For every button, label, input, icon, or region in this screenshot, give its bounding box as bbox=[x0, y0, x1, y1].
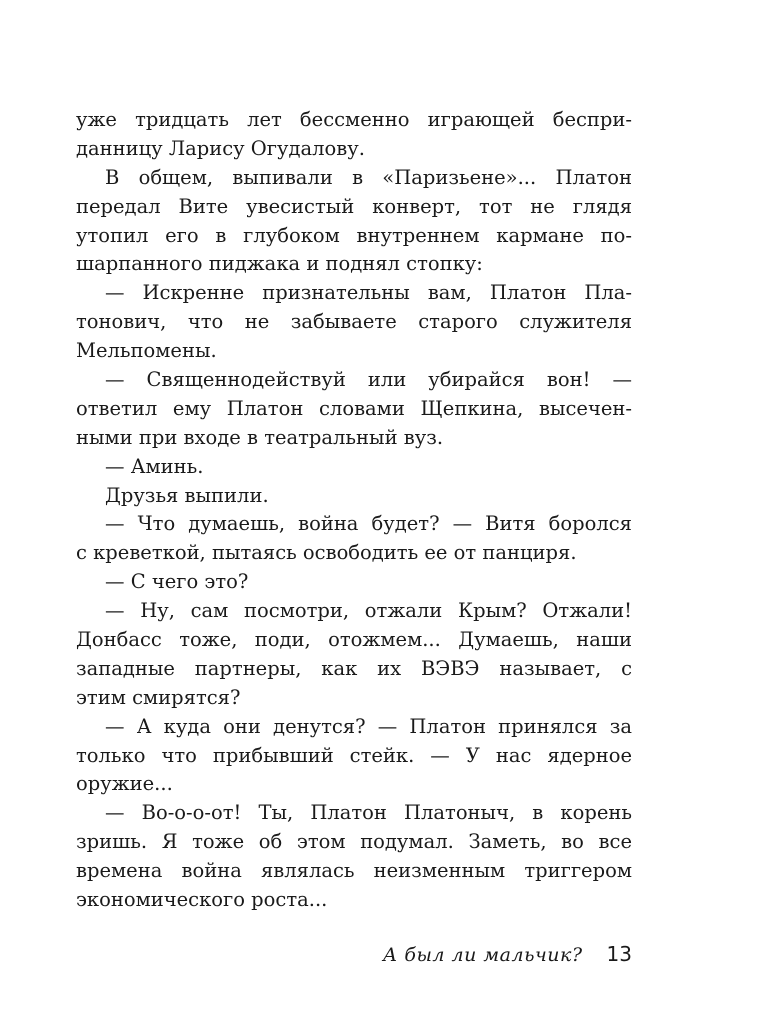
text-line: Донбасс тоже, поди, отожмем... Думаешь, наши bbox=[76, 628, 632, 652]
text-line: — А куда они денутся? — Платон принялся за bbox=[105, 714, 632, 738]
text-line: Друзья выпили. bbox=[105, 483, 269, 507]
text-line: — Во-о-о-от! Ты, Платон Платоныч, в корень bbox=[105, 801, 632, 825]
text-line: В общем, выпивали в «Паризьене»... Платон bbox=[105, 165, 632, 189]
text-line: утопил его в глубоком внутреннем кармане по- bbox=[76, 223, 632, 247]
page-footer bbox=[76, 940, 632, 969]
text-line: — Что думаешь, война будет? — Витя боролся bbox=[105, 512, 632, 536]
text-line: западные партнеры, как их ВЭВЭ называет, с bbox=[76, 656, 632, 680]
text-line: зришь. Я тоже об этом подумал. Заметь, во все bbox=[76, 830, 632, 854]
text-line: Мельпомены. bbox=[76, 339, 217, 363]
text-line: — Ну, сам посмотри, отжали Крым? Отжали! bbox=[105, 599, 632, 623]
text-line: с креветкой, пытаясь освободить ее от панциря. bbox=[76, 541, 577, 565]
text-line: шарпанного пиджака и поднял стопку: bbox=[76, 252, 483, 276]
running-title: А был ли мальчик? bbox=[382, 944, 583, 966]
text-line: времена война являлась неизменным триггером bbox=[76, 859, 632, 883]
text-line: тонович, что не забываете старого служителя bbox=[76, 310, 632, 334]
text-line: только что прибывший стейк. — У нас ядерное bbox=[76, 743, 632, 767]
body-text bbox=[76, 106, 632, 915]
text-line: данницу Ларису Огудалову. bbox=[76, 136, 365, 160]
text-line: этим смирятся? bbox=[76, 685, 241, 709]
text-line: — Искренне признательны вам, Платон Пла- bbox=[105, 281, 632, 305]
text-line: экономического роста... bbox=[76, 888, 328, 912]
text-line: ответил ему Платон словами Щепкина, высечен- bbox=[76, 396, 632, 420]
text-line: ными при входе в театральный вуз. bbox=[76, 425, 444, 449]
text-line: — С чего это? bbox=[105, 570, 249, 594]
text-line: оружие... bbox=[76, 772, 173, 796]
text-line: — Аминь. bbox=[105, 454, 204, 478]
page-number: 13 bbox=[606, 942, 632, 966]
text-line: уже тридцать лет бессменно играющей беспри- bbox=[76, 108, 632, 131]
text-line: передал Вите увесистый конверт, тот не глядя bbox=[76, 194, 632, 218]
text-line: — Священнодействуй или убирайся вон! — bbox=[105, 368, 632, 392]
